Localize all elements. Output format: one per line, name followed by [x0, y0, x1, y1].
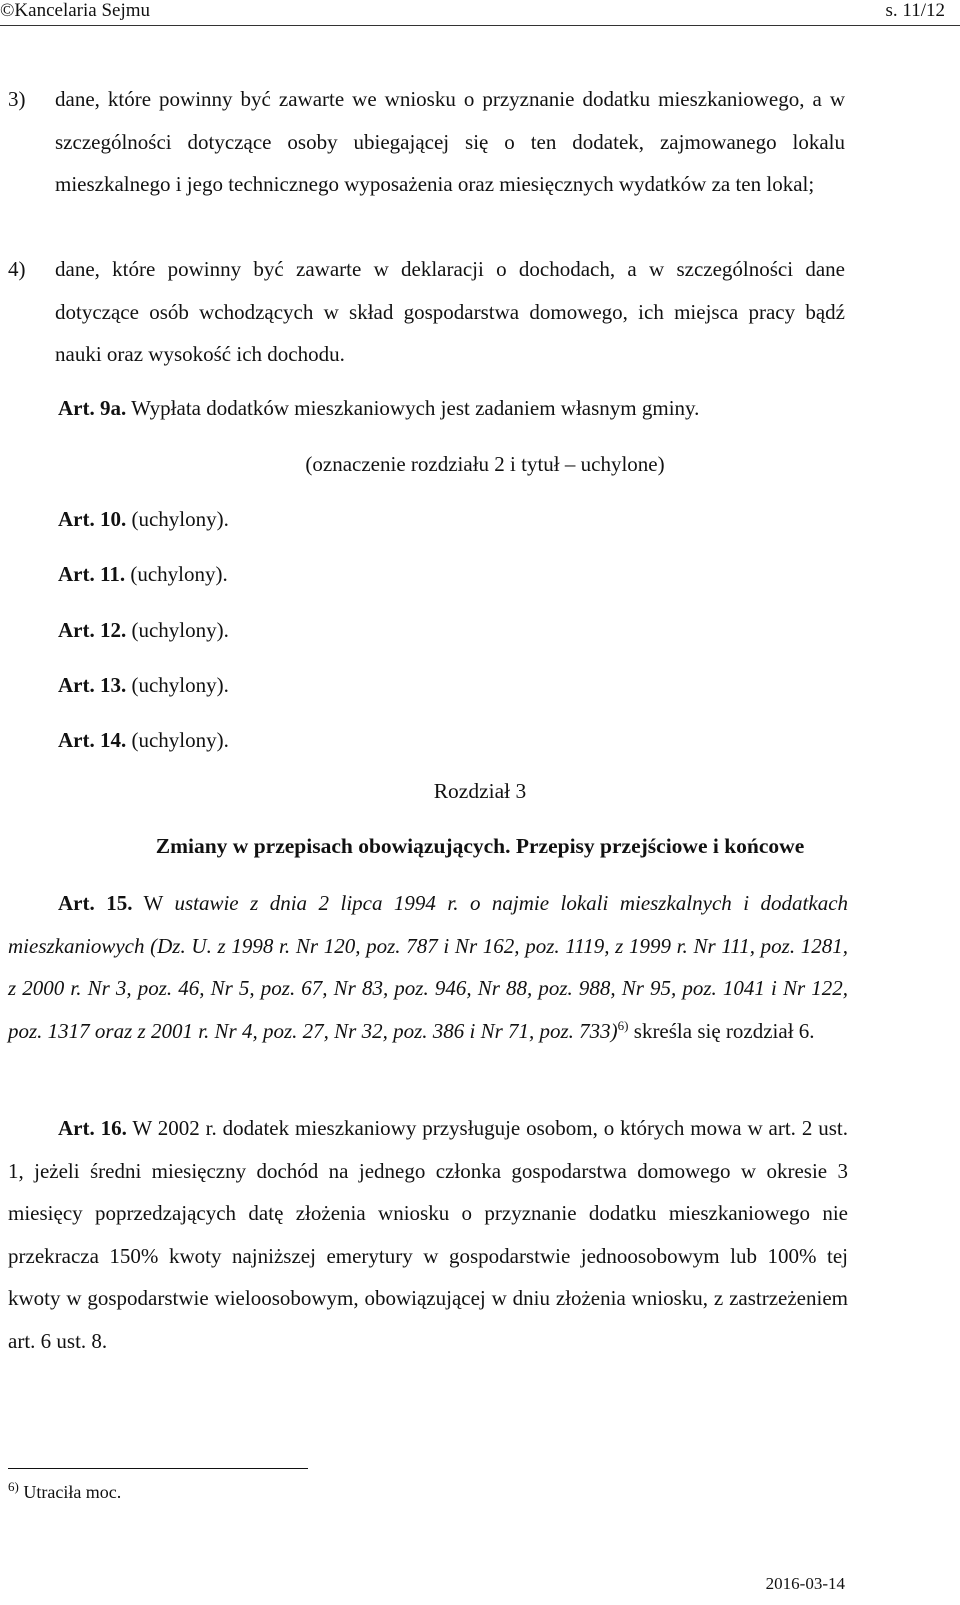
list-item: [0, 78, 845, 206]
footnote-rule: [8, 1468, 308, 1469]
article-15: [8, 882, 848, 1052]
header-rule: [0, 25, 960, 26]
article-label: Art. 11.: [58, 562, 126, 586]
chapter-label: Rozdział 3: [433, 779, 527, 803]
article-italic-text: ustawie z dnia 2 lipca 1994 r. o najmie lokali mieszkalnych i dodatkach mieszkaniowych (Dz. U. z 1998 r. Nr 120, poz. 787 i Nr 162, poz. 1119, z 1999 r. Nr 111, poz. 1281, z 2000 r. Nr 3, poz. 46, Nr 5, poz. 67, Nr 83, poz. 946, Nr 88, poz. 988, Nr 95, poz. 1041 i Nr 122, poz. 1317 oraz z 2001 r. Nr 4, poz. 27, Nr 32, poz. 386 i Nr 71, poz. 733): [8, 891, 849, 1043]
article-text: (uchylony).: [126, 507, 229, 531]
article-label: Art. 12.: [58, 618, 127, 642]
item-text: dane, które powinny być zawarte w deklaracji o dochodach, a w szczególności dane dotyczące osób wchodzących w skład gospodarstwa domowego, ich miejsca pracy bądź nauki oraz wysokość ich dochodu.: [55, 257, 845, 366]
footnote-text: Utraciła moc.: [18, 1482, 122, 1502]
article-label: Art. 13.: [58, 673, 127, 697]
footnote-number: 6): [8, 1479, 19, 1494]
list-item: [0, 248, 845, 376]
article-text: (uchylony).: [126, 728, 229, 752]
article-16: [8, 1107, 848, 1362]
article-10: [58, 498, 229, 540]
footnote: [8, 1479, 122, 1503]
article-9a: [58, 387, 699, 429]
item-number: 4): [8, 257, 26, 281]
article-11: [58, 553, 228, 595]
article-label: Art. 9a.: [58, 396, 127, 420]
article-12: [58, 609, 229, 651]
item-text: dane, które powinny być zawarte we wniosku o przyznanie dodatku mieszkaniowego, a w szczególności dotyczące osoby ubiegającej się o ten dodatek, zajmowanego lokalu mieszkalnego i jego technicznego wyposażenia oraz miesięcznych wydatków za ten lokal;: [55, 87, 845, 196]
page-header: [0, 0, 960, 24]
article-text: (uchylony).: [125, 562, 228, 586]
article-label: Art. 10.: [58, 507, 127, 531]
article-13: [58, 664, 229, 706]
article-tail: skreśla się rozdział 6.: [628, 1018, 815, 1043]
article-lead: W: [132, 891, 175, 915]
footer-date: 2016-03-14: [765, 1574, 845, 1593]
article-label: Art. 16.: [58, 1116, 127, 1140]
article-label: Art. 14.: [58, 728, 127, 752]
article-label: Art. 15.: [58, 891, 133, 915]
article-text: (uchylony).: [126, 618, 229, 642]
chapter-title: Zmiany w przepisach obowiązujących. Przepisy przejściowe i końcowe: [155, 834, 805, 858]
chapter2-note: (oznaczenie rozdziału 2 i tytuł – uchylone): [305, 452, 665, 476]
item-number: 3): [8, 87, 26, 111]
footnote-ref: 6): [617, 1017, 629, 1033]
header-page-number: s. 11/12: [885, 0, 945, 21]
header-copyright: ©Kancelaria Sejmu: [0, 0, 151, 21]
article-text: W 2002 r. dodatek mieszkaniowy przysługuje osobom, o których mowa w art. 2 ust. 1, jeżeli średni miesięczny dochód na jednego członka gospodarstwa domowego w okresie 3 miesięcy poprzedzających datę złożenia wniosku o przyznanie dodatku mieszkaniowego nie przekracza 150% kwoty najniższej emerytury w gospodarstwie jednoosobowym lub 100% tej kwoty w gospodarstwie wieloosobowym, obowiązującej w dniu złożenia wniosku, z zastrzeżeniem art. 6 ust. 8.: [8, 1116, 848, 1353]
article-text: (uchylony).: [126, 673, 229, 697]
article-text: Wypłata dodatków mieszkaniowych jest zadaniem własnym gminy.: [126, 396, 700, 420]
article-14: [58, 719, 229, 761]
